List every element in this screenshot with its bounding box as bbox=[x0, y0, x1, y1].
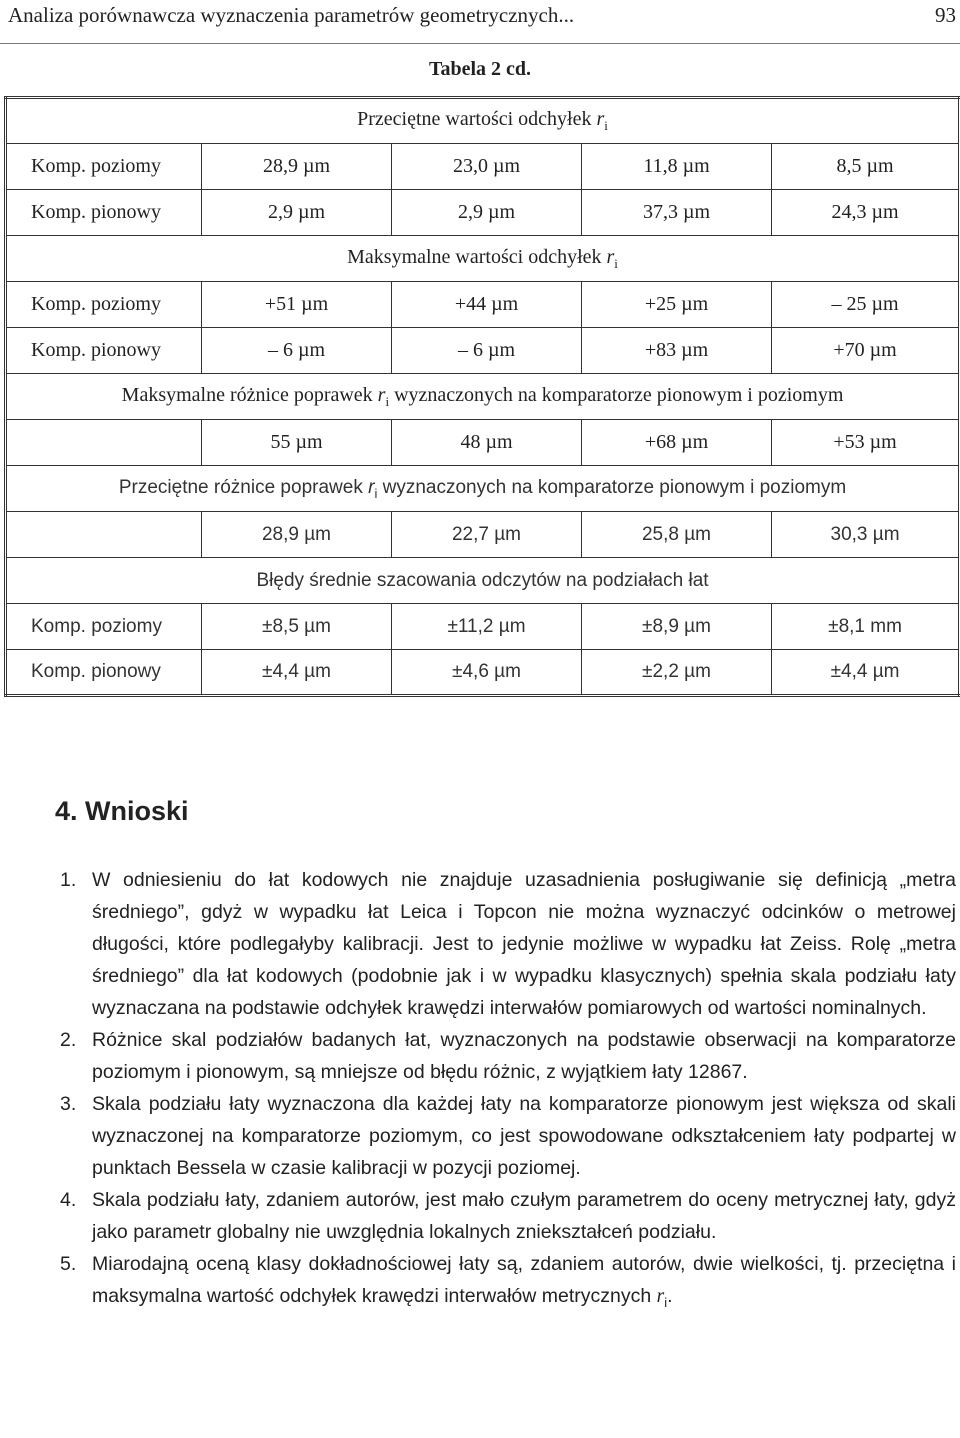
table-row bbox=[6, 144, 960, 190]
row-label: Komp. poziomy bbox=[6, 282, 202, 328]
table-row bbox=[6, 604, 960, 650]
conclusion-item bbox=[0, 1088, 960, 1184]
value-cell: ±8,5 µm bbox=[202, 604, 392, 650]
row-label bbox=[6, 512, 202, 558]
row-label: Komp. pionowy bbox=[6, 190, 202, 236]
conclusion-number: 4. bbox=[60, 1189, 77, 1211]
value-cell: 28,9 µm bbox=[202, 512, 392, 558]
value-cell: +51 µm bbox=[202, 282, 392, 328]
conclusion-number: 3. bbox=[60, 1093, 77, 1115]
running-title: Analiza porównawcza wyznaczenia parametrów geometrycznych... bbox=[8, 3, 575, 27]
conclusion-text: Skala podziału łaty, zdaniem autorów, jest mało czułym parametrem do oceny metrycznej łaty, gdyż jako parametr globalny nie uwzględnia lokalnych zniekształceń podziału. bbox=[92, 1189, 956, 1243]
table-section-row bbox=[6, 466, 960, 512]
table-caption: Tabela 2 cd. bbox=[428, 58, 532, 80]
section-header-cell bbox=[6, 374, 960, 420]
section-text: Błędy średnie szacowania odczytów na podziałach łat bbox=[256, 569, 709, 591]
value-cell: ±11,2 µm bbox=[392, 604, 582, 650]
table-section-row bbox=[6, 374, 960, 420]
variable-symbol: r bbox=[377, 383, 386, 406]
value-cell: ±8,1 mm bbox=[772, 604, 960, 650]
data-table bbox=[4, 96, 960, 697]
table-section-row bbox=[6, 98, 960, 144]
section-header-cell bbox=[6, 558, 960, 604]
row-label: Komp. poziomy bbox=[6, 604, 202, 650]
section-heading: 4. Wnioski bbox=[55, 796, 189, 826]
value-cell: +25 µm bbox=[582, 282, 772, 328]
row-label: Komp. poziomy bbox=[6, 144, 202, 190]
variable-subscript: i bbox=[374, 485, 378, 501]
row-label bbox=[6, 420, 202, 466]
conclusion-number: 5. bbox=[60, 1253, 77, 1275]
value-cell: 8,5 µm bbox=[772, 144, 960, 190]
table-section-row bbox=[6, 558, 960, 604]
value-cell: +83 µm bbox=[582, 328, 772, 374]
value-cell: ±4,4 µm bbox=[772, 650, 960, 696]
value-cell: 22,7 µm bbox=[392, 512, 582, 558]
table-body bbox=[6, 98, 960, 696]
conclusion-item bbox=[0, 864, 960, 1024]
conclusion-number: 1. bbox=[60, 869, 77, 891]
conclusion-text-tail: . bbox=[667, 1285, 673, 1307]
value-cell: +68 µm bbox=[582, 420, 772, 466]
variable-symbol: r bbox=[656, 1286, 665, 1307]
value-cell: 30,3 µm bbox=[772, 512, 960, 558]
value-cell: 55 µm bbox=[202, 420, 392, 466]
variable-symbol: r bbox=[596, 108, 605, 130]
table-row bbox=[6, 420, 960, 466]
table-row bbox=[6, 650, 960, 696]
value-cell: 24,3 µm bbox=[772, 190, 960, 236]
conclusion-text: Miarodajną oceną klasy dokładnościowej łaty są, zdaniem autorów, dwie wielkości, tj. przeciętna i maksymalna wartość odchyłek krawędzi interwałów metrycznych bbox=[92, 1253, 956, 1307]
table-row bbox=[6, 512, 960, 558]
conclusion-item bbox=[0, 1184, 960, 1248]
section-header-cell bbox=[6, 236, 960, 282]
value-cell: +70 µm bbox=[772, 328, 960, 374]
section-text: Przeciętne różnice poprawek bbox=[118, 476, 369, 498]
variable-subscript: i bbox=[614, 255, 618, 271]
value-cell: 2,9 µm bbox=[202, 190, 392, 236]
value-cell: – 6 µm bbox=[202, 328, 392, 374]
section-header-cell bbox=[6, 466, 960, 512]
value-cell: 25,8 µm bbox=[582, 512, 772, 558]
row-label: Komp. pionowy bbox=[6, 328, 202, 374]
value-cell: – 6 µm bbox=[392, 328, 582, 374]
section-header-cell bbox=[6, 98, 960, 144]
conclusion-item bbox=[0, 1248, 960, 1319]
table-row bbox=[6, 328, 960, 374]
value-cell: 48 µm bbox=[392, 420, 582, 466]
conclusion-item bbox=[0, 1024, 960, 1088]
row-label: Komp. pionowy bbox=[6, 650, 202, 696]
value-cell: ±4,6 µm bbox=[392, 650, 582, 696]
section-text: Maksymalne wartości odchyłek bbox=[347, 245, 607, 268]
value-cell: +44 µm bbox=[392, 282, 582, 328]
conclusion-text: Skala podziału łaty wyznaczona dla każdej łaty na komparatorze pionowym jest większa od skali wyznaczonej na komparatorze poziomym, co jest spowodowane odkształceniem łaty podpartej w punktach Bessela w czasie kalibracji w pozycji poziomej. bbox=[92, 1093, 956, 1179]
value-cell: ±8,9 µm bbox=[582, 604, 772, 650]
variable-subscript: i bbox=[604, 118, 608, 133]
table-row bbox=[6, 282, 960, 328]
section-text: Maksymalne różnice poprawek bbox=[121, 383, 378, 406]
variable-subscript: i bbox=[385, 393, 390, 409]
value-cell: – 25 µm bbox=[772, 282, 960, 328]
value-cell: 23,0 µm bbox=[392, 144, 582, 190]
page-number: 93 bbox=[935, 3, 956, 27]
value-cell: 37,3 µm bbox=[582, 190, 772, 236]
table-section-row bbox=[6, 236, 960, 282]
variable-symbol: r bbox=[606, 245, 615, 268]
section-text: Przeciętne wartości odchyłek bbox=[357, 108, 597, 130]
conclusion-text: Różnice skal podziałów badanych łat, wyznaczonych na podstawie obserwacji na komparatorze poziomym i pionowym, są mniejsze od błędu różnic, z wyjątkiem łaty 12867. bbox=[92, 1029, 956, 1083]
running-header bbox=[0, 0, 960, 44]
conclusion-text: W odniesieniu do łat kodowych nie znajduje uzasadnienia posługiwanie się definicją „metra średniego”, gdyż w wypadku łat Leica i Topcon nie można wyznaczyć odcinków o metrowej długości, które podlegałyby kalibracji. Jest to jedynie możliwe w wypadku łat Zeiss. Rolę „metra średniego” dla łat kodowych (podobnie jak i w wypadku klasycznych) spełnia skala podziału łaty wyznaczana na podstawie odchyłek krawędzi interwałów pomiarowych od wartości nominalnych. bbox=[92, 869, 956, 1019]
value-cell: 28,9 µm bbox=[202, 144, 392, 190]
value-cell: ±4,4 µm bbox=[202, 650, 392, 696]
section-text-tail: wyznaczonych na komparatorze pionowym i poziomym bbox=[389, 383, 844, 406]
conclusion-number: 2. bbox=[60, 1029, 77, 1051]
variable-subscript: i bbox=[664, 1294, 668, 1310]
conclusions-list bbox=[0, 864, 960, 1319]
table-row bbox=[6, 190, 960, 236]
section-text-tail: wyznaczonych na komparatorze pionowym i poziomym bbox=[377, 476, 847, 498]
value-cell: 11,8 µm bbox=[582, 144, 772, 190]
variable-symbol: r bbox=[368, 476, 375, 498]
value-cell: +53 µm bbox=[772, 420, 960, 466]
value-cell: ±2,2 µm bbox=[582, 650, 772, 696]
value-cell: 2,9 µm bbox=[392, 190, 582, 236]
